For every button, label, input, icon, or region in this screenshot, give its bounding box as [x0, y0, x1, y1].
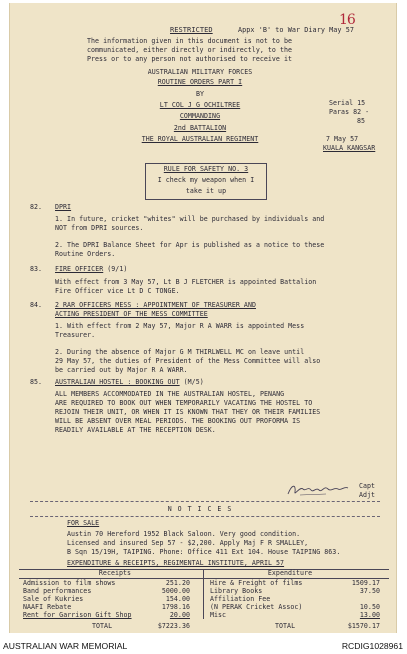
notice-line-1: The information given in this document is not to be [87, 37, 293, 45]
classification-marking: RESTRICTED [170, 26, 213, 34]
para-85-file-ref: (M/5) [179, 378, 204, 386]
for-sale-title: FOR SALE [67, 519, 100, 527]
para-85-line: WILL BE ABSENT OVER MEAL PERIODS. THE BOOKING OUT PROFORMA IS [55, 417, 301, 425]
archive-record-id: RCDIG1028961 [341, 641, 403, 651]
expenditure-item: Hire & Freight of films [210, 579, 303, 587]
receipts-total-label: TOTAL [92, 622, 113, 630]
expenditure-item: Misc [210, 611, 227, 619]
statement-title: EXPENDITURE & RECEIPTS, REGIMENTAL INSTITUTE, APRIL 57 [67, 559, 285, 567]
for-sale-line: B Sqn 15/19H, TAIPING. Phone: Office 411 Ext 104. House TAIPING 863. [67, 548, 341, 556]
notices-heading: N O T I C E S [167, 505, 233, 513]
receipts-total: $7223.36 [157, 622, 190, 630]
para-84-line: 29 May 57, the duties of President of the Mess Committee will also [55, 357, 321, 365]
by-label: BY [195, 90, 205, 98]
serial-number: Serial 15 [329, 99, 366, 107]
expenditure-amount: 10.50 [359, 603, 380, 611]
expenditure-item: Affiliation Fee [210, 595, 271, 603]
para-84-title: 2 RAR OFFICERS MESS : APPOINTMENT OF TREASURER AND [55, 301, 256, 309]
expenditure-total: $1570.17 [347, 622, 380, 630]
para-82-line: 2. The DPRI Balance Sheet for Apr is published as a notice to these [55, 241, 325, 249]
para-85-line: ALL MEMBERS ACCOMMODATED IN THE AUSTRALIAN HOSTEL, PENANG [55, 390, 285, 398]
receipts-header: Receipts [98, 569, 132, 577]
paragraph-range-end: 85 [357, 117, 366, 125]
receipt-amount: 20.00 [169, 611, 190, 619]
safety-rule-title: RULE FOR SAFETY NO. 3 [163, 165, 249, 173]
expenditure-item: (N PERAK Cricket Assoc) [210, 603, 303, 611]
notice-line-2: communicated, either directly or indirectly, to the [87, 46, 293, 54]
receipt-item: Admission to film shows [23, 579, 116, 587]
para-84-line: Treasurer. [55, 331, 96, 339]
paragraph-range: Paras 82 - [329, 108, 370, 116]
para-82-line: Routine Orders. [55, 250, 116, 258]
safety-rule-line-1: I check my weapon when I [157, 176, 255, 184]
commanding-label: COMMANDING [179, 112, 221, 120]
para-85-title: AUSTRALIAN HOSTEL : BOOKING OUT [55, 378, 180, 386]
appendix-reference: Appx 'B' to War Diary May 57 [238, 26, 354, 34]
receipt-amount: 5000.00 [161, 587, 190, 595]
handwritten-page-number: 16 [339, 12, 355, 28]
expenditure-total-label: TOTAL [275, 622, 296, 630]
para-83-line: Fire Officer vice Lt D C TONGE. [55, 287, 180, 295]
receipt-amount: 1798.16 [161, 603, 190, 611]
receipt-item: Band performances [23, 587, 92, 595]
expenditure-item: Library Books [210, 587, 263, 595]
para-82-line: 1. In future, cricket "whites" will be purchased by individuals and [55, 215, 325, 223]
para-83-number: 83. [30, 265, 43, 273]
para-85-line: REJOIN THEIR UNIT, OR WHEN IT IS KNOWN THAT THEY OR THEIR FAMILIES [55, 408, 321, 416]
notice-line-3: Press or to any person not authorised to receive it [87, 55, 293, 63]
commanding-officer: LT COL J G OCHILTREE [159, 101, 241, 109]
statement-divider [203, 569, 204, 619]
adjutant-signature [286, 480, 354, 498]
para-85-line: ARE REQUIRED TO BOOK OUT WHEN TEMPORARILY VACATING THE HOSTEL TO [55, 399, 313, 407]
safety-rule-line-2: take it up [185, 187, 227, 195]
para-83-file-ref: (9/1) [103, 265, 128, 273]
para-84-title-line-2: ACTING PRESIDENT OF THE MESS COMMITTEE [55, 310, 208, 318]
para-84-line: 2. During the absence of Major G M THIRLWELL MC on leave until [55, 348, 305, 356]
order-place: KUALA KANGSAR [323, 144, 376, 152]
receipt-item: Sale of Kukries [23, 595, 84, 603]
para-85-number: 85. [30, 378, 43, 386]
para-83-title-wrap [55, 266, 127, 274]
battalion-name: 2nd BATTALION [173, 124, 227, 132]
for-sale-line: Austin 70 Hereford 1952 Black Saloon. Very good condition. [67, 530, 301, 538]
para-84-line: 1. With effect from 2 May 57, Major R A WARR is appointed Mess [55, 322, 305, 330]
para-83-title: FIRE OFFICER [55, 265, 104, 273]
order-date: 7 May 57 [326, 135, 359, 143]
para-82-title: DPRI [55, 203, 72, 211]
notices-bottom-rule [30, 516, 380, 517]
para-84-number: 84. [30, 301, 43, 309]
signature-rank: Capt [359, 482, 376, 490]
regiment-name: THE ROYAL AUSTRALIAN REGIMENT [141, 135, 259, 143]
expenditure-amount: 37.50 [359, 587, 380, 595]
para-85-line: READILY AVAILABLE AT THE RECEPTION DESK. [55, 426, 216, 434]
for-sale-line: Licensed and insured Sep 57 - $2,200. Apply Maj F R SMALLEY, [67, 539, 309, 547]
para-84-line: be carried out by Major R A WARR. [55, 366, 188, 374]
receipt-item: NAAFI Rebate [23, 603, 72, 611]
expenditure-amount: 13.00 [359, 611, 380, 619]
notices-top-rule [30, 501, 380, 502]
signature-title: Adjt [359, 491, 376, 499]
para-83-line: With effect from 3 May 57, Lt B J FLETCHER is appointed Battalion [55, 278, 317, 286]
para-82-number: 82. [30, 203, 43, 211]
archive-footer [0, 636, 407, 654]
para-85-title-wrap [55, 379, 204, 387]
document-type: ROUTINE ORDERS PART I [157, 78, 243, 86]
para-82-line: NOT from DPRI sources. [55, 224, 144, 232]
archive-name: AUSTRALIAN WAR MEMORIAL [3, 641, 128, 651]
receipt-amount: 154.00 [165, 595, 190, 603]
receipt-item: Rent for Garrison Gift Shop [23, 611, 132, 619]
expenditure-header: Expenditure [267, 569, 313, 577]
force-name: AUSTRALIAN MILITARY FORCES [147, 68, 253, 76]
document-page [9, 3, 397, 633]
expenditure-amount: 1509.17 [351, 579, 380, 587]
receipt-amount: 251.20 [165, 579, 190, 587]
